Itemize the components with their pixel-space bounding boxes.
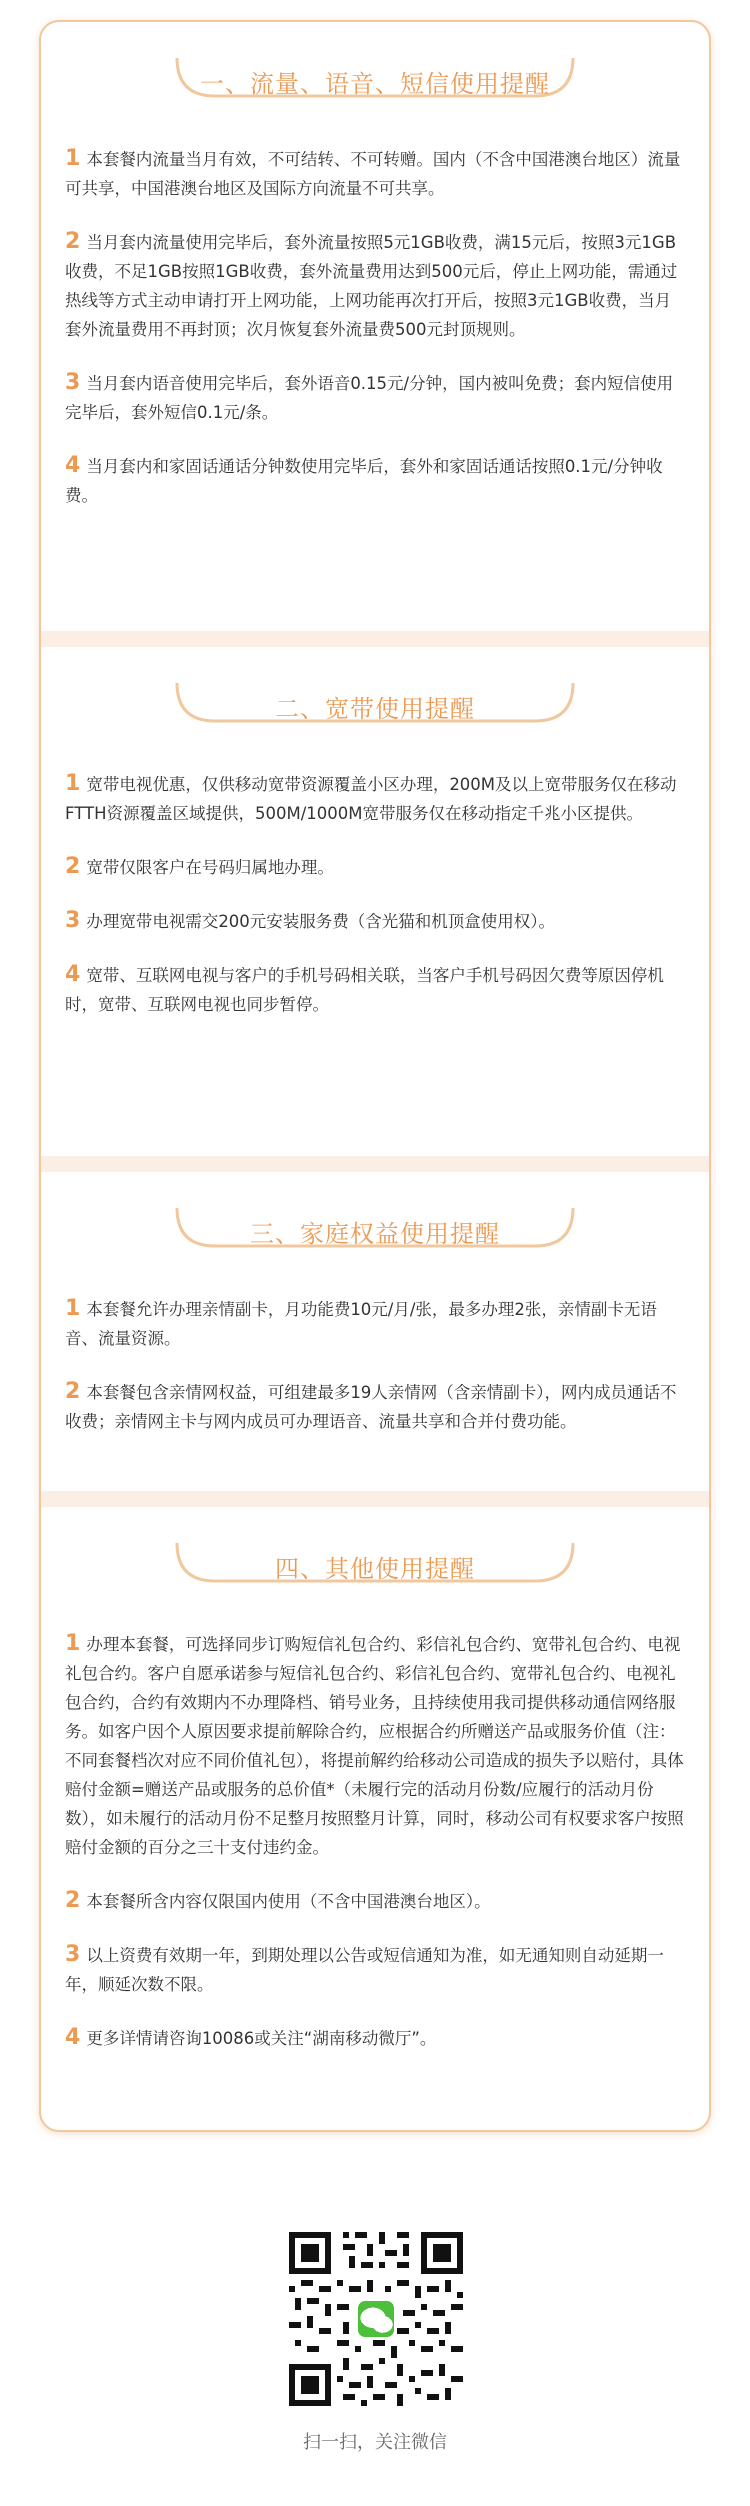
list-item bbox=[65, 1940, 685, 1999]
section-divider bbox=[41, 1156, 709, 1172]
list-item bbox=[65, 769, 685, 828]
item-text: 当月套内流量使用完毕后，套外流量按照5元1GB收费，满15元后，按照3元1GB收费，不足1GB按照1GB收费，套外流量费用达到500元后，停止上网功能，需通过热线等方式主动申请打开上网功能，上网功能再次打开后，按照3元1GB收费，当月套外流量费用不再封顶；次月恢复套外流量费500元封顶规则。 bbox=[65, 233, 678, 339]
item-text: 当月套内和家固话通话分钟数使用完毕后，套外和家固话通话按照0.1元/分钟收费。 bbox=[65, 457, 663, 505]
section-divider bbox=[41, 1491, 709, 1507]
rules-card bbox=[39, 20, 711, 2132]
item-text: 以上资费有效期一年，到期处理以公告或短信通知为准，如无通知则自动延期一年，顺延次数不限。 bbox=[65, 1946, 664, 1994]
section-broadband bbox=[41, 681, 709, 1156]
list-item bbox=[65, 1377, 685, 1436]
qr-code[interactable] bbox=[289, 2232, 463, 2406]
item-text: 本套餐包含亲情网权益，可组建最多19人亲情网（含亲情副卡），网内成员通话不收费；亲情网主卡与网内成员可办理语音、流量共享和合并付费功能。 bbox=[65, 1383, 677, 1431]
item-text: 本套餐所含内容仅限国内使用（不含中国港澳台地区）。 bbox=[86, 1892, 491, 1911]
list-item bbox=[65, 1886, 685, 1916]
list-item bbox=[65, 906, 685, 936]
item-text: 本套餐允许办理亲情副卡，月功能费10元/月/张，最多办理2张，亲情副卡无语音、流量资源。 bbox=[65, 1300, 657, 1348]
item-number: 3 bbox=[65, 908, 81, 933]
section-title: 一、流量、语音、短信使用提醒 bbox=[200, 70, 550, 98]
item-number: 1 bbox=[65, 1296, 81, 1321]
item-text: 宽带仅限客户在号码归属地办理。 bbox=[86, 858, 334, 877]
list-item bbox=[65, 1629, 685, 1862]
item-list bbox=[41, 739, 709, 1019]
section-family-benefits bbox=[41, 1206, 709, 1491]
list-item bbox=[65, 1294, 685, 1353]
item-number: 2 bbox=[65, 229, 81, 254]
item-number: 4 bbox=[65, 453, 81, 478]
item-number: 3 bbox=[65, 1942, 81, 1967]
item-number: 1 bbox=[65, 146, 81, 171]
section-data-voice-sms bbox=[41, 56, 709, 631]
list-item bbox=[65, 2023, 685, 2053]
item-text: 办理本套餐，可选择同步订购短信礼包合约、彩信礼包合约、宽带礼包合约、电视礼包合约。客户自愿承诺参与短信礼包合约、彩信礼包合约、宽带礼包合约、电视礼包合约，合约有效期内不办理降档、销号业务，且持续使用我司提供移动通信网络服务。如客户因个人原因要求提前解除合约，应根据合约所赠送产品或服务价值（注：不同套餐档次对应不同价值礼包），将提前解约给移动公司造成的损失予以赔付，具体赔付金额=赠送产品或服务的总价值*（未履行完的活动月份数/应履行的活动月份数），如未履行的活动月份不足整月按照整月计算，同时，移动公司有权要求客户按照赔付金额的百分之三十支付违约金。 bbox=[65, 1635, 684, 1857]
section-title: 二、宽带使用提醒 bbox=[275, 695, 475, 723]
item-number: 2 bbox=[65, 854, 81, 879]
section-other bbox=[41, 1541, 709, 2132]
qr-code-icon bbox=[289, 2232, 463, 2406]
section-title: 四、其他使用提醒 bbox=[275, 1555, 475, 1583]
item-number: 2 bbox=[65, 1888, 81, 1913]
item-text: 本套餐内流量当月有效，不可结转、不可转赠。国内（不含中国港澳台地区）流量可共享，中国港澳台地区及国际方向流量不可共享。 bbox=[65, 150, 681, 198]
list-item bbox=[65, 852, 685, 882]
item-number: 4 bbox=[65, 2025, 81, 2050]
section-divider bbox=[41, 631, 709, 647]
item-text: 宽带电视优惠，仅供移动宽带资源覆盖小区办理，200M及以上宽带服务仅在移动FTTH资源覆盖区域提供，500M/1000M宽带服务仅在移动指定千兆小区提供。 bbox=[65, 775, 677, 823]
item-list bbox=[41, 1264, 709, 1436]
item-number: 1 bbox=[65, 771, 81, 796]
item-list bbox=[41, 114, 709, 510]
section-header bbox=[175, 1206, 575, 1264]
section-title: 三、家庭权益使用提醒 bbox=[250, 1220, 500, 1248]
list-item bbox=[65, 144, 685, 203]
item-number: 2 bbox=[65, 1379, 81, 1404]
item-number: 4 bbox=[65, 962, 81, 987]
qr-caption: 扫一扫，关注微信 bbox=[303, 2432, 447, 2453]
item-number: 3 bbox=[65, 370, 81, 395]
item-number: 1 bbox=[65, 1631, 81, 1656]
item-list bbox=[41, 1599, 709, 2053]
section-header bbox=[175, 1541, 575, 1599]
section-header bbox=[175, 681, 575, 739]
section-header bbox=[175, 56, 575, 114]
item-text: 更多详情请咨询10086或关注“湖南移动微厅”。 bbox=[86, 2029, 437, 2048]
item-text: 办理宽带电视需交200元安装服务费（含光猫和机顶盒使用权）。 bbox=[86, 912, 556, 931]
item-text: 当月套内语音使用完毕后，套外语音0.15元/分钟，国内被叫免费；套内短信使用完毕后，套外短信0.1元/条。 bbox=[65, 374, 674, 422]
item-text: 宽带、互联网电视与客户的手机号码相关联，当客户手机号码因欠费等原因停机时，宽带、互联网电视也同步暂停。 bbox=[65, 966, 664, 1014]
list-item bbox=[65, 960, 685, 1019]
list-item bbox=[65, 227, 685, 344]
list-item bbox=[65, 368, 685, 427]
list-item bbox=[65, 451, 685, 510]
